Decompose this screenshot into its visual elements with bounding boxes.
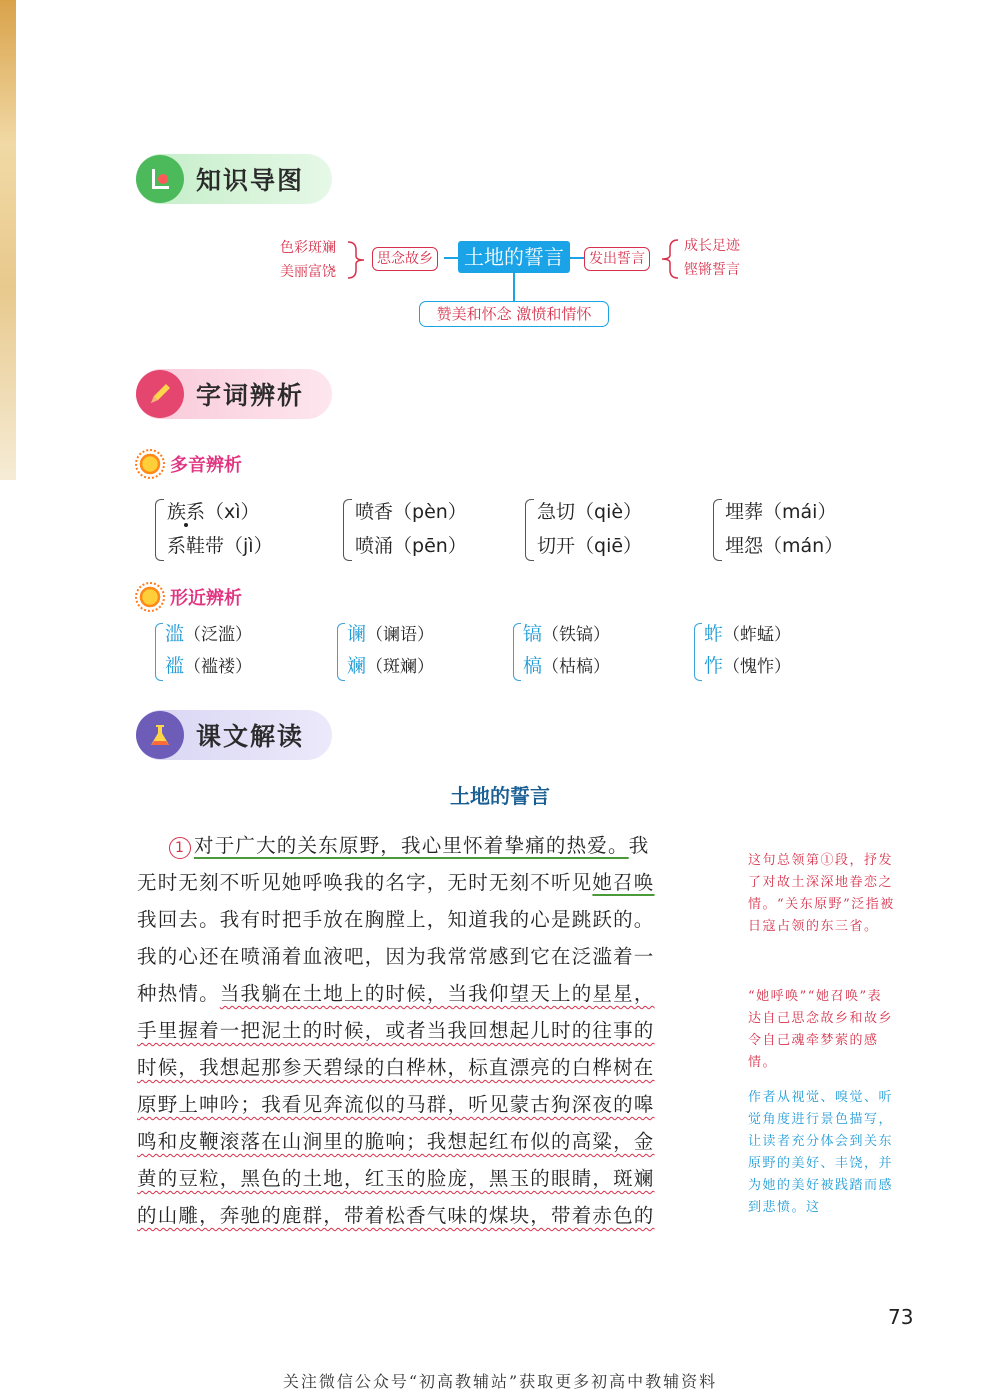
pinyin: （pēn）	[393, 535, 467, 557]
text-line: 我的心还在喷涌着血液吧，因为我常常感到它在泛滥着一	[137, 945, 655, 968]
flask-icon	[136, 155, 184, 203]
section-title: 课文解读	[196, 722, 305, 751]
pinyin: （jì）	[224, 535, 273, 557]
text-line: 的山雕，奔驰的鹿群，带着松香气味的煤块，带着赤色的	[137, 1204, 655, 1227]
similar-example: （铁镐）	[542, 625, 611, 645]
side-note: 作者从视觉、嗅觉、听觉角度进行景色描写，让读者充分体会到关东原野的美好、丰饶，并为她的美好被践踏而感到悲愤。这	[748, 1090, 894, 1215]
text-line: 我回去。我有时把手放在胸膛上，知道我的心是跳跃的。	[137, 908, 655, 931]
text-segment: 种热情。	[137, 982, 220, 1005]
text-segment: 对于广大的关东原野，我心里怀着挚痛的热爱。	[194, 834, 629, 857]
polyphonic-word: 族系	[167, 501, 206, 523]
similar-char: 蚱	[704, 623, 724, 645]
footer-text: 关注微信公众号“初高教辅站”获取更多初高中教辅资料	[282, 1372, 718, 1391]
sun-icon	[138, 452, 162, 476]
sub-heading-similar	[138, 584, 242, 610]
pinyin: （mán）	[763, 535, 844, 557]
connector-line	[513, 273, 515, 301]
sub-heading-label: 多音辨析	[170, 455, 242, 476]
similar-char: 褴	[165, 655, 185, 677]
pinyin: （pèn）	[393, 501, 467, 523]
section-banner-word-analysis	[136, 369, 332, 419]
text-line	[137, 864, 703, 901]
mind-map-bottom-box: 赞美和怀念 激愤和情怀	[419, 301, 609, 327]
similar-example: （斑斓）	[366, 657, 435, 677]
similar-char: 镐	[523, 623, 543, 645]
mind-map-center: 土地的誓言	[458, 241, 570, 273]
section-title: 知识导图	[196, 166, 305, 195]
page-edge-decoration	[0, 0, 16, 480]
similar-char: 槁	[523, 655, 543, 677]
polyphonic-word: 切开	[537, 535, 576, 557]
mind-map-word: 成长足迹	[684, 238, 740, 254]
text-line: 原野上呻吟；我看见奔流似的马群，听见蒙古狗深夜的嗥	[137, 1093, 655, 1116]
pencil-icon	[136, 370, 184, 418]
article-paragraph	[137, 827, 703, 1234]
paragraph-number: 1	[169, 837, 191, 859]
sub-heading-label: 形近辨析	[170, 588, 242, 609]
similar-example: （蚱蜢）	[723, 625, 792, 645]
similar-group	[337, 619, 434, 683]
similar-example: （谰语）	[366, 625, 435, 645]
text-segment: 我	[628, 834, 650, 857]
section-banner-text-reading	[136, 710, 332, 760]
polyphonic-group	[713, 495, 843, 563]
pinyin: （mái）	[763, 501, 837, 523]
right-brace-icon	[656, 238, 682, 280]
polyphonic-group	[343, 495, 467, 563]
similar-example: （褴褛）	[184, 657, 253, 677]
polyphonic-word: 埋怨	[725, 535, 764, 557]
page-number: 73	[888, 1305, 914, 1329]
polyphonic-word: 系鞋带	[167, 535, 225, 557]
polyphonic-group	[525, 495, 642, 563]
text-segment: 无时无刻不听见她呼唤我的名字，无时无刻不听见	[137, 871, 593, 894]
mind-map-left-words	[280, 236, 336, 284]
text-line: 手里握着一把泥土的时候，或者当我回想起儿时的往事的	[137, 1019, 655, 1042]
polyphonic-word: 喷香	[355, 501, 394, 523]
polyphonic-word: 喷涌	[355, 535, 394, 557]
mind-map-word: 色彩斑斓	[280, 240, 336, 256]
similar-char: 谰	[347, 623, 367, 645]
text-line: 黄的豆粒，黑色的土地，红玉的脸庞，黑玉的眼睛，斑斓	[137, 1167, 655, 1190]
similar-group	[155, 619, 252, 683]
polyphonic-word: 埋葬	[725, 501, 764, 523]
pinyin: （qiē）	[575, 535, 643, 557]
article-title: 土地的誓言	[450, 784, 550, 808]
side-note: “她呼唤”“她召唤”表达自己思念故乡和故乡令自己魂牵梦萦的感情。	[748, 989, 894, 1070]
polyphonic-word: 急切	[537, 501, 576, 523]
similar-example: （枯槁）	[542, 657, 611, 677]
text-line: 鸣和皮鞭滚落在山涧里的脆响；我想起红布似的高粱，金	[137, 1130, 655, 1153]
mind-map-right-box: 发出誓言	[584, 247, 650, 271]
sun-icon	[138, 585, 162, 609]
similar-char: 怍	[704, 655, 724, 677]
text-segment: 她召唤	[592, 871, 655, 894]
mind-map-word: 美丽富饶	[280, 264, 336, 280]
beaker-icon	[136, 711, 184, 759]
polyphonic-group	[155, 495, 273, 563]
connector-line	[570, 257, 584, 259]
text-segment: 当我躺在土地上的时候，当我仰望天上的星星，	[219, 982, 655, 1005]
similar-example: （泛滥）	[184, 625, 253, 645]
mind-map-left-box: 思念故乡	[372, 247, 438, 271]
left-brace-icon	[344, 240, 370, 280]
pinyin: （xì）	[205, 501, 260, 523]
similar-group	[694, 619, 791, 683]
section-banner-knowledge-map	[136, 154, 332, 204]
mind-map-word: 铿锵誓言	[684, 262, 740, 278]
similar-char: 斓	[347, 655, 367, 677]
text-line: 时候，我想起那参天碧绿的白桦林，标直漂亮的白桦树在	[137, 1056, 655, 1079]
similar-example: （愧怍）	[723, 657, 792, 677]
text-line	[137, 975, 703, 1012]
section-title: 字词辨析	[196, 381, 305, 410]
text-line	[137, 827, 703, 864]
mind-map-right-words	[684, 234, 740, 282]
pinyin: （qiè）	[575, 501, 643, 523]
sub-heading-polyphonic	[138, 451, 242, 477]
similar-char: 滥	[165, 623, 185, 645]
connector-line	[444, 257, 458, 259]
side-note: 这句总领第①段，抒发了对故土深深地眷恋之情。“关东原野”泛指被日寇占领的东三省。	[748, 853, 895, 934]
similar-group	[513, 619, 610, 683]
